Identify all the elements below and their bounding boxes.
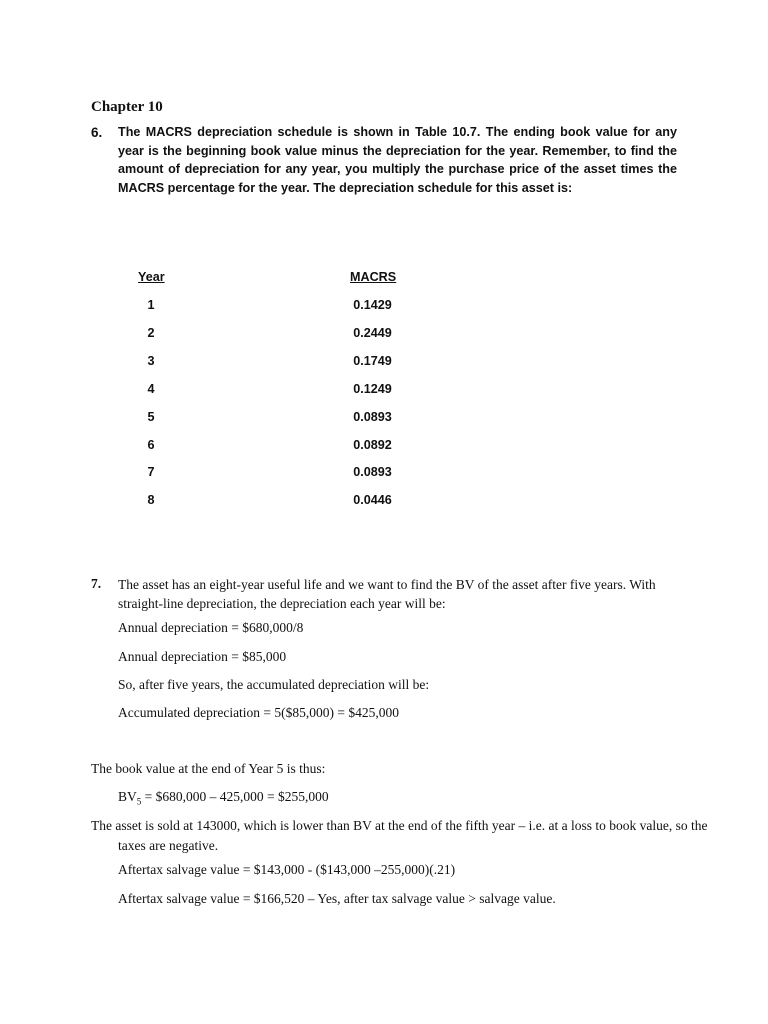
sale-text: The asset is sold at 143000, which is lower than BV at the end of the fifth year – i.e. at a loss to book value, so the taxes are negative. <box>91 818 708 853</box>
cell-year: 8 <box>147 493 155 508</box>
cell-macrs: 0.2449 <box>353 325 392 340</box>
book-value-intro: The book value at the end of Year 5 is thus: <box>91 761 326 776</box>
cell-year: 2 <box>147 325 155 340</box>
aftertax-result: Aftertax salvage value = $166,520 – Yes, after tax salvage value > salvage value. <box>118 891 556 906</box>
cell-year: 5 <box>147 409 155 424</box>
cell-macrs: 0.1249 <box>353 381 392 396</box>
chapter-title: Chapter 10 <box>91 99 163 115</box>
cell-year: 4 <box>147 381 155 396</box>
header-macrs: MACRS <box>350 270 397 284</box>
accumulated-intro: So, after five years, the accumulated depreciation will be: <box>118 677 430 692</box>
question-6-number: 6. <box>91 125 103 140</box>
bv-symbol: BV <box>118 789 137 804</box>
aftertax-formula: Aftertax salvage value = $143,000 - ($143,000 –255,000)(.21) <box>118 862 456 877</box>
cell-year: 7 <box>147 465 155 480</box>
bv-subscript: 5 <box>136 796 142 807</box>
cell-macrs: 0.0446 <box>353 493 392 508</box>
cell-year: 6 <box>147 437 155 452</box>
annual-depreciation-formula: Annual depreciation = $680,000/8 <box>118 620 304 635</box>
cell-macrs: 0.1429 <box>353 298 392 312</box>
question-7-number: 7. <box>91 576 102 591</box>
accumulated-depreciation: Accumulated depreciation = 5($85,000) = $425,000 <box>118 705 400 720</box>
book-value-formula <box>118 789 329 807</box>
cell-macrs: 0.0893 <box>353 409 392 424</box>
header-year: Year <box>138 270 165 284</box>
cell-year: 3 <box>147 353 155 368</box>
question-7-text: The asset has an eight-year useful life and we want to find the BV of the asset after five years. With straight-line depreciation, the depreciation each year will be: <box>118 577 656 611</box>
question-6-text: The MACRS depreciation schedule is shown in Table 10.7. The ending book value for any year is the beginning book value minus the depreciation for the year. Remember, to find the amount of depreciation for any year, you multiply the purchase price of the asset times the MACRS percentage for the year. The depreciation schedule for this asset is: <box>118 125 677 195</box>
cell-macrs: 0.0893 <box>353 465 392 480</box>
annual-depreciation-result: Annual depreciation = $85,000 <box>118 649 287 664</box>
cell-macrs: 0.0892 <box>353 437 392 452</box>
cell-macrs: 0.1749 <box>353 353 392 368</box>
cell-year: 1 <box>147 298 155 312</box>
bv-equation: = $680,000 – 425,000 = $255,000 <box>141 789 329 804</box>
